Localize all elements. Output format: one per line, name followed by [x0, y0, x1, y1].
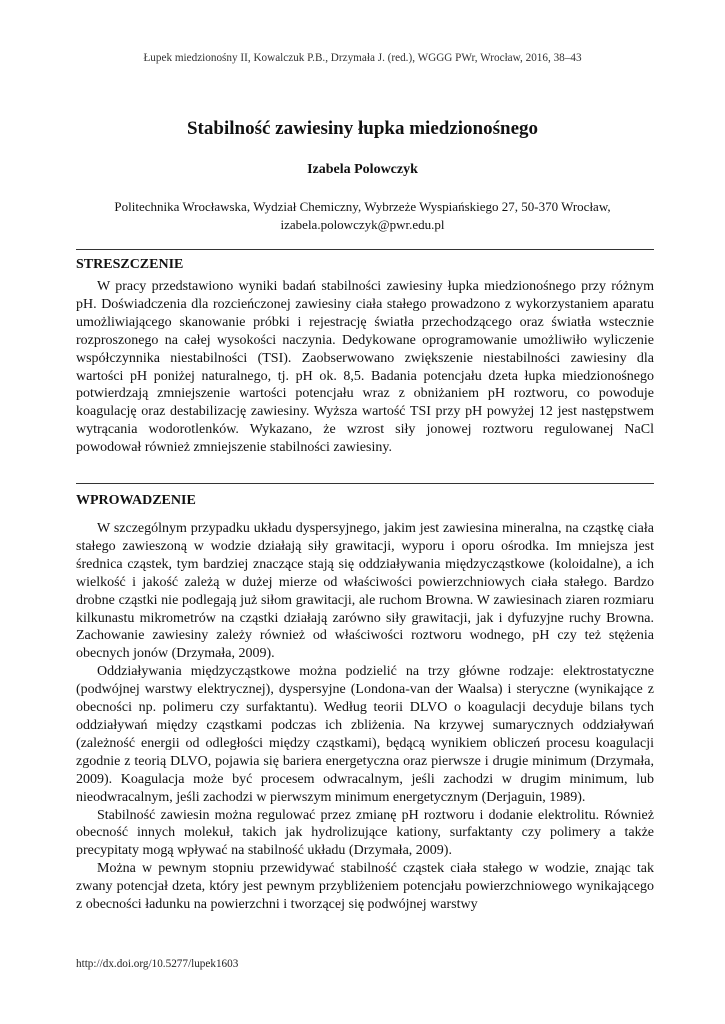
affiliation-address: Politechnika Wrocławska, Wydział Chemiczny, Wybrzeże Wyspiańskiego 27, 50-370 Wrocław, [114, 199, 611, 214]
abstract-paragraph: W pracy przedstawiono wyniki badań stabilności zawiesiny łupka miedzionośnego przy różnym pH. Doświadczenia dla rozcieńczonej zawiesiny ciała stałego prowadzono z wykorzystaniem aparatu umożliwiającego skanowanie próbki i rejestrację światła przechodzącego oraz światła wstecznie rozproszonego na całej wysokości naczynia. Dedykowane oprogramowanie umożliwiło wyliczenie współczynnika niestabilności (TSI). Zaobserwowano zwiększenie niestabilności zawiesiny dla wartości pH poniżej naturalnego, tj. pH ok. 8,5. Badania potencjału dzeta łupka miedzionośnego potwierdzają zmniejszenie wartości potencjału wraz z obniżaniem pH roztworu, co powoduje koagulację oraz destabilizację zawiesiny. Wyższa wartość TSI przy pH powyżej 12 jest następstwem wytrącania wodorotlenków. Wykazano, że wzrost siły jonowej roztworu regulowanej NaCl powodował również zmniejszenie stabilności zawiesiny. [76, 279, 654, 456]
introduction-paragraph-2: Oddziaływania międzycząstkowe można podzielić na trzy główne rodzaje: elektrostatyczne (podwójnej warstwy elektrycznej), dyspersyjne (Londona-van der Waalsa) i steryczne (wynikające z obecności np. polimeru czy surfaktantu). Według teorii DLVO o koagulacji decyduje bilans tych oddziaływań między cząstkami podczas ich zbliżenia. Na krzywej sumarycznych oddziaływań (zależność energii od odległości między cząstkami), będącą wynikiem obliczeń procesu koagulacji zgodnie z teorią DLVO, pojawia się bariera energetyczna oraz pierwsze i drugie minimum (Drzymała, 2009). Koagulacja może być procesem odwracalnym, jeśli zachodzi w drugim minimum, lub nieodwracalnym, jeśli zachodzi w pierwszym minimum energetycznym (Derjaguin, 1989). [76, 664, 654, 805]
introduction-paragraph-3: Stabilność zawiesin można regulować przez zmianę pH roztworu i dodanie elektrolitu. Również obecność innych molekuł, takich jak hydrolizujące kationy, surfaktanty czy polimery a także precypitaty mogą wpływać na stabilność układu (Drzymała, 2009). [76, 807, 654, 859]
introduction-heading: WPROWADZENIE [76, 493, 196, 508]
running-header: Łupek miedzionośny II, Kowalczuk P.B., Drzymała J. (red.), WGGG PWr, Wrocław, 2016, 38–43 [143, 52, 582, 64]
doi-footer: http://dx.doi.org/10.5277/lupek1603 [76, 958, 239, 970]
author-name: Izabela Polowczyk [307, 162, 418, 177]
introduction-body [76, 520, 654, 914]
author-email: izabela.polowczyk@pwr.edu.pl [280, 216, 445, 232]
abstract-body [76, 278, 654, 457]
introduction-paragraph-4: Można w pewnym stopniu przewidywać stabilność cząstek ciała stałego w wodzie, znając tak zwany potencjał dzeta, który jest pewnym przybliżeniem potencjału powierzchniowego wynikającego z obecności ładunku na powierzchni i tworzącej się podwójnej warstwy [76, 861, 654, 913]
introduction-paragraph-1: W szczególnym przypadku układu dyspersyjnego, jakim jest zawiesina mineralna, na cząstkę ciała stałego zawieszoną w wodzie działają siły grawitacji, wyporu i oporu ośrodka. Im mniejsza jest średnica cząstek, tym bardziej znaczące stają się oddziaływania międzycząstkowe (koloidalne), a ich wielkość i jakość zależą w dużej mierze od właściwości powierzchniowych ciała stałego. Bardzo drobne cząstki nie podlegają już siłom grawitacji, ale ruchom Browna. W zawiesinach ziaren rozmiaru kilkunastu mikrometrów na cząstki działają zarówno siły grawitacji, jak i dyfuzyjne ruchy Browna. Zachowanie zawiesiny zależy również od właściwości roztworu wodnego, pH czy też stężenia obecnych jonów (Drzymała, 2009). [76, 521, 654, 662]
divider-middle [76, 483, 654, 484]
divider-top [76, 249, 654, 250]
author-affiliation [60, 198, 665, 233]
abstract-heading: STRESZCZENIE [76, 257, 184, 272]
article-title: Stabilność zawiesiny łupka miedzionośnego [186, 118, 539, 139]
